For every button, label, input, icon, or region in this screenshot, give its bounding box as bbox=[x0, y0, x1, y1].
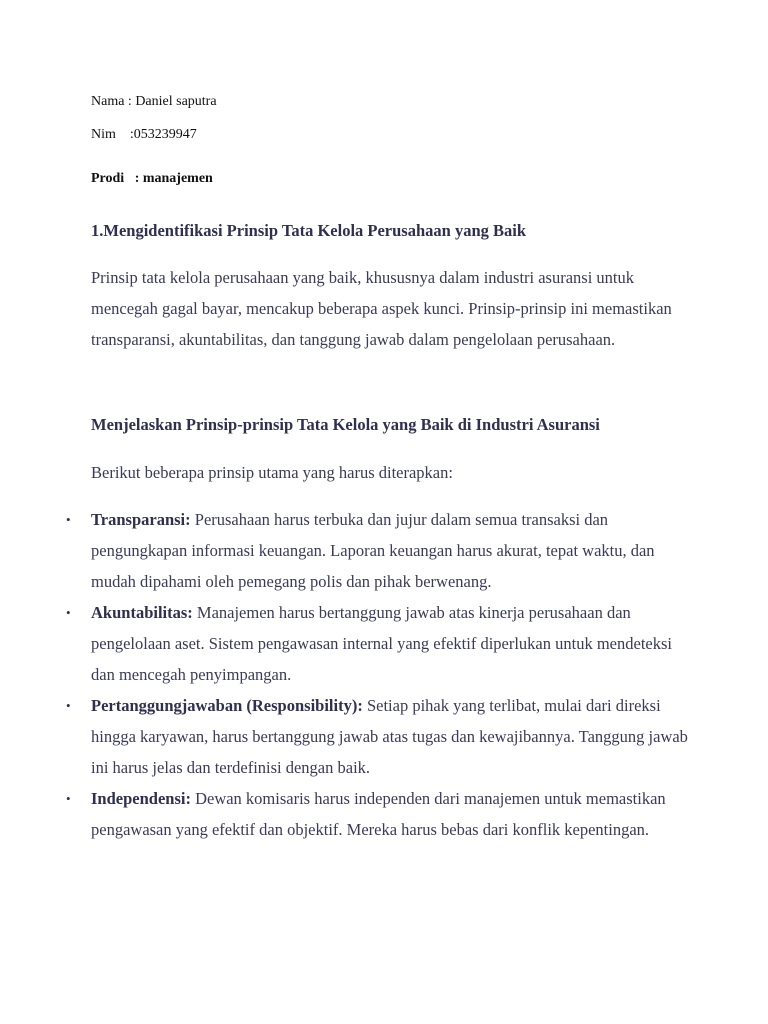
section1-heading: 1.Mengidentifikasi Prinsip Tata Kelola Perusahaan yang Baik bbox=[91, 221, 527, 240]
bullet-term: Transparansi: bbox=[91, 510, 191, 529]
student-name: Nama : Daniel saputra bbox=[91, 94, 217, 109]
bullet-icon: • bbox=[66, 605, 71, 620]
section2-intro: Berikut beberapa prinsip utama yang harus diterapkan: bbox=[91, 463, 453, 482]
list-item-akuntabilitas bbox=[0, 597, 691, 690]
section2-heading: Menjelaskan Prinsip-prinsip Tata Kelola yang Baik di Industri Asuransi bbox=[91, 415, 600, 434]
list-item-independensi bbox=[0, 783, 691, 845]
bullet-text: Perusahaan harus terbuka dan jujur dalam semua transaksi dan pengungkapan informasi keuangan. Laporan keuangan harus akurat, tepat waktu, dan mudah dipahami oleh pemegang polis dan pihak berwenang. bbox=[91, 510, 655, 591]
student-prodi: Prodi : manajemen bbox=[91, 171, 213, 186]
student-nim: Nim :053239947 bbox=[91, 127, 197, 142]
bullet-icon: • bbox=[66, 698, 71, 713]
bullet-text: Manajemen harus bertanggung jawab atas kinerja perusahaan dan pengelolaan aset. Sistem pengawasan internal yang efektif diperlukan untuk mendeteksi dan mencegah penyimpangan. bbox=[91, 603, 672, 684]
bullet-icon: • bbox=[66, 512, 71, 527]
bullet-text: Dewan komisaris harus independen dari manajemen untuk memastikan pengawasan yang efektif dan objektif. Mereka harus bebas dari konflik kepentingan. bbox=[91, 789, 666, 839]
bullet-term: Independensi: bbox=[91, 789, 191, 808]
bullet-term: Pertanggungjawaban (Responsibility): bbox=[91, 696, 363, 715]
principles-list bbox=[0, 504, 768, 845]
bullet-icon: • bbox=[66, 791, 71, 806]
section1-paragraph: Prinsip tata kelola perusahaan yang baik, khususnya dalam industri asuransi untuk mencegah gagal bayar, mencakup beberapa aspek kunci. Prinsip-prinsip ini memastikan transparansi, akuntabilitas, dan tanggung jawab dalam pengelolaan perusahaan. bbox=[91, 268, 672, 349]
list-item-pertanggungjawaban bbox=[0, 690, 691, 783]
bullet-term: Akuntabilitas: bbox=[91, 603, 193, 622]
list-item-transparansi bbox=[0, 504, 691, 597]
bullet-text: Setiap pihak yang terlibat, mulai dari direksi hingga karyawan, harus bertanggung jawab atas tugas dan kewajibannya. Tanggung jawab ini harus jelas dan terdefinisi dengan baik. bbox=[91, 696, 688, 777]
